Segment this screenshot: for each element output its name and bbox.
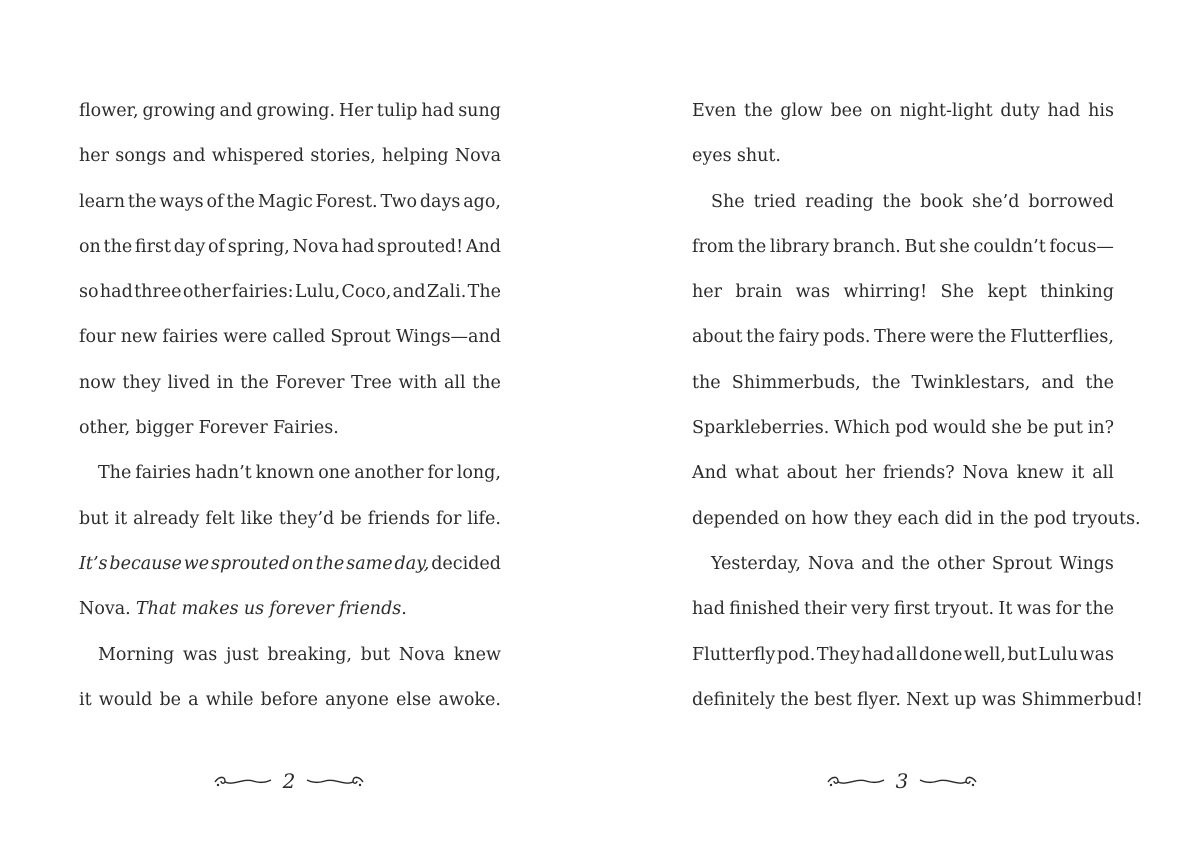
word: Shimmerbud! (1021, 689, 1143, 710)
word: would (932, 418, 987, 439)
word: had (861, 644, 895, 665)
word: sprouted (211, 553, 290, 574)
word: already (133, 508, 200, 529)
word: four (79, 327, 116, 348)
word: so (79, 282, 99, 303)
word: for (435, 508, 462, 529)
word: the (692, 372, 721, 393)
word: the (472, 372, 501, 393)
word: And (692, 463, 728, 484)
word: Forever (198, 418, 268, 439)
word: her (79, 146, 109, 167)
word: ago, (463, 191, 501, 212)
word: the (127, 191, 157, 212)
word: they (122, 372, 161, 393)
word: Sprout (991, 553, 1053, 574)
flourish-ornament-left-icon (826, 773, 886, 789)
word: day (173, 236, 206, 257)
text-line (692, 587, 1114, 632)
word: for (427, 463, 453, 484)
word: had (341, 236, 375, 257)
page-number-2: 2 (282, 769, 296, 793)
flourish-ornament-right-icon (305, 773, 365, 789)
word: other (937, 553, 985, 574)
word: knew (453, 644, 501, 665)
word: the (103, 236, 133, 257)
word: of (207, 236, 225, 257)
word: tried (753, 191, 797, 212)
word: and (172, 146, 206, 167)
word: with (398, 372, 438, 393)
word: friends? (882, 463, 955, 484)
word: Two (380, 191, 418, 212)
text-line (79, 361, 501, 406)
word: pod (1033, 508, 1067, 529)
word: she (991, 418, 1022, 439)
word: the (977, 327, 1007, 348)
word: was (981, 689, 1017, 710)
word: first (893, 599, 930, 620)
word: kept (987, 282, 1027, 303)
word: depended (692, 508, 780, 529)
word: pods. (822, 327, 871, 348)
word: on (870, 101, 892, 121)
word: life. (467, 508, 501, 529)
text-line (79, 315, 501, 360)
word: but (360, 644, 391, 665)
word: were (223, 327, 268, 348)
word: best (814, 689, 852, 710)
word: Yesterday, (711, 553, 801, 574)
word: fairies (135, 463, 192, 484)
word: lived (167, 372, 211, 393)
text-line (692, 678, 1143, 723)
word: all (1092, 463, 1114, 484)
word: was (1016, 599, 1052, 620)
word: the (999, 508, 1029, 529)
text-line (79, 225, 501, 270)
word: the (882, 191, 912, 212)
text-line (79, 89, 501, 134)
word: other, (79, 418, 131, 439)
word: be (159, 689, 182, 710)
word: whirring! (843, 282, 928, 303)
word: tryout. (934, 599, 995, 620)
word: book (920, 191, 964, 212)
right-page-text (692, 89, 1143, 723)
page-number-3: 3 (895, 769, 909, 793)
word: had (1047, 101, 1081, 121)
word: fairies: (231, 282, 294, 303)
word: sprouted! (377, 236, 464, 257)
word: it (1071, 463, 1085, 484)
word: and (219, 101, 253, 121)
word: in? (1087, 418, 1114, 439)
word: learn (79, 191, 126, 212)
word: well, (963, 644, 1006, 665)
word: the (240, 372, 269, 393)
word: tryouts. (1071, 508, 1141, 529)
word: awoke. (438, 689, 501, 710)
word: would (98, 689, 153, 710)
word: That (135, 599, 177, 620)
word: pod. (776, 644, 816, 665)
word: all (895, 644, 918, 665)
left-page-text (79, 89, 501, 723)
word: shut. (736, 146, 781, 167)
word: they (853, 508, 893, 529)
word: growing. (256, 101, 336, 121)
text-line (79, 180, 501, 225)
word: stories, (310, 146, 376, 167)
word: Nova (292, 236, 339, 257)
word: the (1085, 599, 1114, 620)
word: very (851, 599, 890, 620)
word: we (183, 553, 210, 574)
word: makes (181, 599, 239, 620)
word: And (465, 236, 501, 257)
word: knew (1016, 463, 1064, 484)
word: from (692, 236, 734, 257)
word: Wings (1059, 553, 1114, 574)
word: breaking, (267, 644, 352, 665)
text-line (692, 270, 1114, 315)
word: for (1055, 599, 1081, 620)
word: in (977, 508, 995, 529)
word: they’d (278, 508, 335, 529)
word: Even (692, 101, 737, 121)
word: thinking (1040, 282, 1114, 303)
word: but (79, 508, 109, 529)
word: brain (735, 282, 783, 303)
word: days (419, 191, 461, 212)
word: growing (142, 101, 216, 121)
word: anyone (325, 689, 389, 710)
word: about (786, 463, 838, 484)
word: had (692, 599, 725, 620)
word: definitely (692, 689, 775, 710)
word: reading (805, 191, 874, 212)
word: pod (895, 418, 929, 439)
word: Sparkleberries. (692, 418, 830, 439)
word: They (816, 644, 860, 665)
word: the (746, 327, 775, 348)
left-page-folio (204, 766, 374, 796)
word: It’s (79, 553, 108, 574)
word: Forest. (315, 191, 378, 212)
word: branch. (832, 236, 901, 257)
word: sung (458, 101, 501, 121)
word: was (182, 644, 218, 665)
word: were (929, 327, 974, 348)
word: flower, (79, 101, 139, 121)
text-line (692, 542, 1114, 587)
word: Lulu (1038, 644, 1079, 665)
word: three (134, 282, 182, 303)
word: it (79, 689, 92, 710)
word: on (291, 553, 314, 574)
word: called (272, 327, 326, 348)
word: be (1026, 418, 1049, 439)
word: Sprout (330, 327, 391, 348)
word: fairies (162, 327, 219, 348)
word: the (226, 191, 255, 212)
word: She (711, 191, 745, 212)
word: same (346, 553, 393, 574)
word: a (188, 689, 199, 710)
text-line (692, 633, 1114, 678)
word: done (918, 644, 963, 665)
word: flyer. (856, 689, 901, 710)
word: borrowed (1028, 191, 1114, 212)
word: Tree (351, 372, 392, 393)
word: each (897, 508, 940, 529)
text-line (692, 89, 1114, 134)
word: the (737, 236, 767, 257)
word: Nova (807, 553, 855, 574)
word: ways (159, 191, 204, 212)
word: Fairies. (272, 418, 339, 439)
word: spring, (227, 236, 290, 257)
word: else (395, 689, 432, 710)
word: on (79, 236, 101, 257)
word: and (392, 282, 426, 303)
word: us (243, 599, 265, 620)
word: Magic (257, 191, 313, 212)
right-page-folio (817, 766, 987, 796)
word: did (944, 508, 973, 529)
word: Which (834, 418, 891, 439)
text-line (79, 542, 501, 587)
word: just (225, 644, 259, 665)
word: another (354, 463, 424, 484)
word: It (998, 599, 1013, 620)
word: their (804, 599, 847, 620)
word: focus— (1049, 236, 1114, 257)
word: put (1053, 418, 1083, 439)
word: and (861, 553, 895, 574)
word: now (79, 372, 116, 393)
word: The (98, 463, 132, 484)
word: There (874, 327, 927, 348)
text-line (79, 270, 501, 315)
word: The (467, 282, 501, 303)
word: Flutterflies, (1009, 327, 1114, 348)
word: couldn’t (973, 236, 1046, 257)
word: Zali. (426, 282, 467, 303)
word: the (1085, 372, 1114, 393)
word: hadn’t (194, 463, 252, 484)
word: long, (456, 463, 501, 484)
text-line (79, 678, 501, 723)
word: night-light (899, 101, 993, 121)
word: helping (382, 146, 449, 167)
text-line (692, 497, 1141, 542)
word: Shimmerbuds, (731, 372, 861, 393)
word: the (744, 101, 773, 121)
text-line (79, 406, 501, 451)
word: about (692, 327, 743, 348)
word: But (904, 236, 936, 257)
word: her (845, 463, 876, 484)
word: like (240, 508, 273, 529)
word: felt (205, 508, 235, 529)
word: Forever (275, 372, 345, 393)
word: other (182, 282, 231, 303)
word: of (206, 191, 224, 212)
word: library (769, 236, 830, 257)
word: her (692, 282, 722, 303)
word: She (940, 282, 975, 303)
word: fairy (778, 327, 820, 348)
word: Wings—and (395, 327, 501, 348)
word: had (421, 101, 455, 121)
word: new (120, 327, 158, 348)
text-line (692, 180, 1114, 225)
word: Nova (454, 146, 501, 167)
word: duty (1000, 101, 1040, 121)
word: Flutterfly (692, 644, 776, 665)
text-line (692, 406, 1114, 451)
word: first (134, 236, 171, 257)
word: how (811, 508, 849, 529)
word: Nova (962, 463, 1009, 484)
word: Nova (398, 644, 446, 665)
word: the (780, 689, 809, 710)
word: in (216, 372, 234, 393)
text-line (79, 497, 501, 542)
word: was (1079, 644, 1114, 665)
word: but (1007, 644, 1037, 665)
word: whispered (211, 146, 305, 167)
word: before (260, 689, 318, 710)
flourish-ornament-left-icon (213, 773, 273, 789)
word: finished (729, 599, 800, 620)
word: Coco, (341, 282, 392, 303)
word: was (795, 282, 831, 303)
flourish-ornament-right-icon (918, 773, 978, 789)
word: glow (780, 101, 823, 121)
word: forever (269, 599, 334, 620)
word: because (109, 553, 182, 574)
word: Next (906, 689, 949, 710)
word: all (444, 372, 466, 393)
text-line (692, 134, 1114, 179)
word: on (784, 508, 807, 529)
text-line (692, 315, 1114, 360)
word: while (205, 689, 254, 710)
word: and (1041, 372, 1075, 393)
word: day, (394, 553, 430, 574)
word: the (901, 553, 930, 574)
word: friends. (339, 599, 407, 620)
text-line (79, 451, 501, 496)
word: eyes (692, 146, 732, 167)
word: Her (338, 101, 373, 121)
word: friends (367, 508, 430, 529)
word: tulip (376, 101, 418, 121)
word: the (871, 372, 901, 393)
text-line (692, 451, 1114, 496)
word: one (318, 463, 351, 484)
text-line (692, 361, 1114, 406)
word: Lulu, (294, 282, 341, 303)
text-line (79, 633, 501, 678)
word: had (99, 282, 133, 303)
word: it (114, 508, 128, 529)
text-line (79, 587, 501, 632)
text-line (692, 225, 1114, 270)
word: Twinklestars, (911, 372, 1031, 393)
word: she’d (972, 191, 1020, 212)
word: bee (830, 101, 863, 121)
word: bigger (135, 418, 194, 439)
word: Morning (98, 644, 175, 665)
word: his (1088, 101, 1114, 121)
word: known (255, 463, 315, 484)
word: she (939, 236, 970, 257)
word: what (735, 463, 779, 484)
word: be (340, 508, 362, 529)
word: decided (431, 553, 501, 574)
text-line (79, 134, 501, 179)
word: the (315, 553, 345, 574)
word: up (953, 689, 977, 710)
word: songs (115, 146, 167, 167)
word: Nova. (79, 599, 131, 620)
